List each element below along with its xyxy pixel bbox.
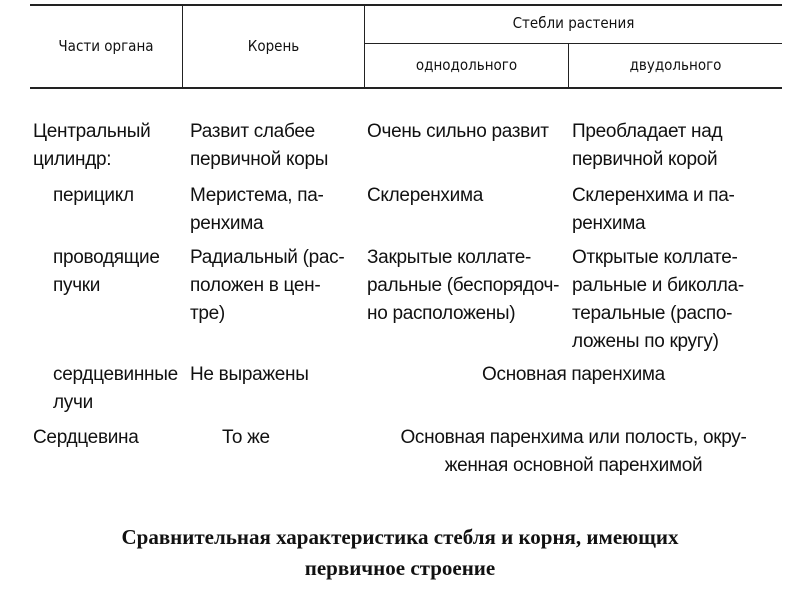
stems-subheader-rule: [364, 43, 782, 44]
caption-line-1: Сравнительная характеристика стебля и корня, имеющих: [121, 525, 679, 549]
table-header-bottom-rule: [30, 87, 782, 89]
row-pericycle-dicot: Склеренхима и па- ренхима: [572, 185, 735, 234]
row-medullary-rays-part: сердцевинные лучи: [53, 364, 178, 413]
row-pith-stems: Основная паренхима или полость, окру- женная основной паренхимой: [400, 427, 747, 476]
header-stems: Стебли растения: [512, 14, 635, 32]
row-pericycle-root: Меристема, па- ренхима: [190, 185, 324, 234]
row-central-cylinder-dicot: Преобладает над первичной корой: [572, 121, 723, 170]
row-pericycle-monocot: Склеренхима: [367, 185, 483, 206]
caption-line-2: первичное строение: [304, 556, 496, 580]
row-vascular-bundles-monocot: Закрытые коллате- ральные (беспорядоч- но расположены): [367, 247, 560, 324]
row-pericycle-part: перицикл: [53, 185, 134, 206]
row-pith-part: Сердцевина: [33, 427, 139, 448]
row-vascular-bundles-root: Радиальный (рас- положен в цен- тре): [190, 247, 345, 324]
header-parts: Части органа: [58, 37, 154, 55]
header-root: Корень: [247, 37, 300, 55]
header-dicot: двудольного: [629, 56, 722, 74]
row-medullary-rays-stems: Основная паренхима: [482, 364, 665, 385]
header-monocot: однодольного: [415, 56, 518, 74]
row-pith-root: То же: [222, 427, 270, 448]
row-vascular-bundles-dicot: Открытые коллате- ральные и биколла- теральные (распо- ложены по кругу): [572, 247, 744, 352]
row-medullary-rays-root: Не выражены: [190, 364, 309, 385]
row-central-cylinder-part: Центральный цилиндр:: [33, 121, 151, 170]
row-vascular-bundles-part: проводящие пучки: [53, 247, 160, 296]
row-central-cylinder-monocot: Очень сильно развит: [367, 121, 549, 142]
table-top-rule: [30, 4, 782, 6]
row-central-cylinder-root: Развит слабее первичной коры: [190, 121, 329, 170]
